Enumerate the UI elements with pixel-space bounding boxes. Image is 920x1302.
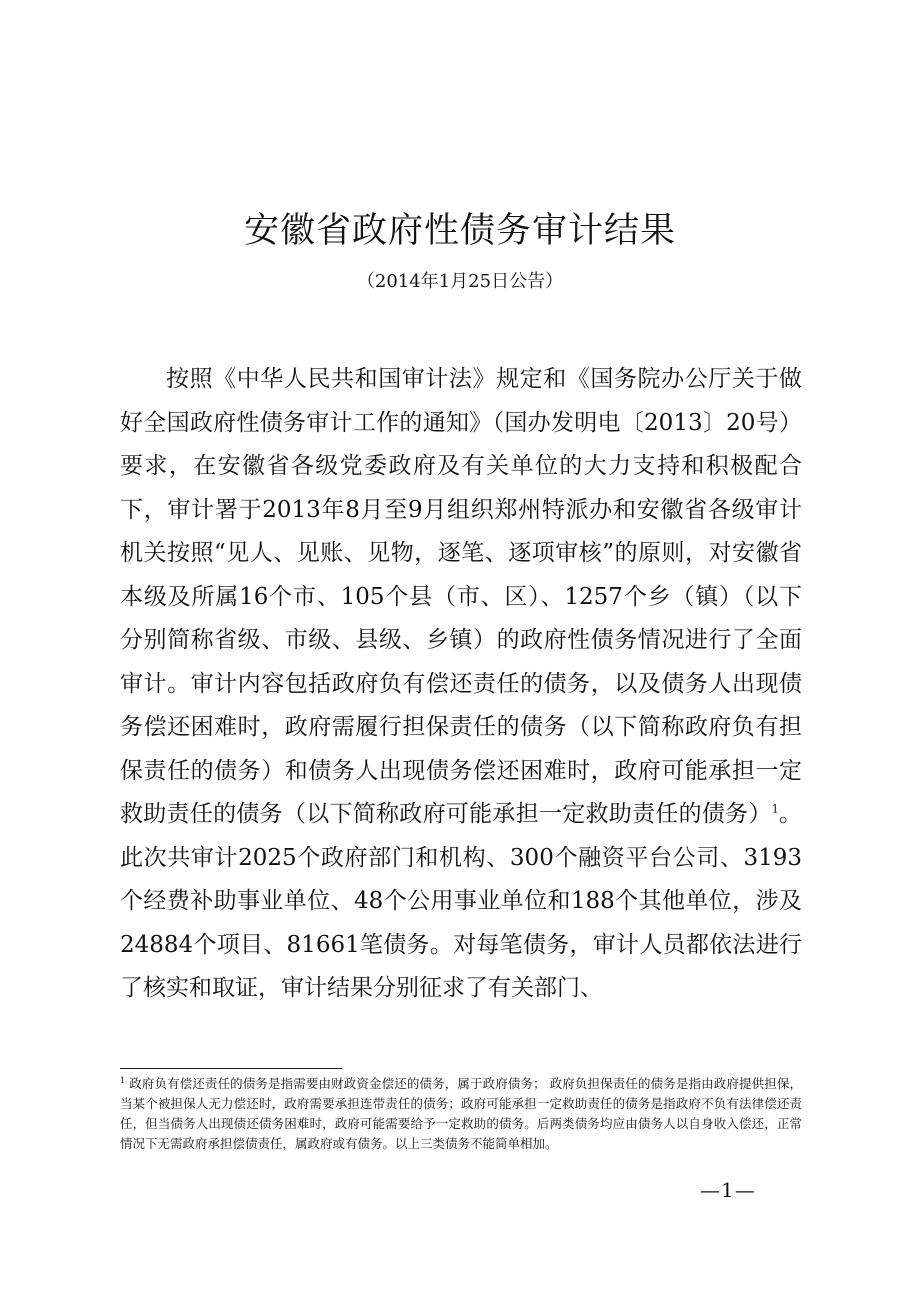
- body-paragraph: [120, 358, 802, 1011]
- footnote-reference[interactable]: 1: [771, 802, 779, 816]
- footnote-divider: [120, 1068, 342, 1069]
- footnote-text: 政府负有偿还责任的债务是指需要由财政资金偿还的债务，属于政府债务； 政府负担保责任的债务是指由政府提供担保，当某个被担保人无力偿还时，政府需要承担连带责任的债务；政府可能承担一定救助责任的债务是指政府不负有法律偿还责任，但当债务人出现债还债务困难时，政府可能需要给予一定救助的债务。后两类债务均应由债务人以自身收入偿还，正常情况下无需政府承担偿债责任，属政府或有债务。以上三类债务不能简单相加。: [120, 1076, 802, 1151]
- body-text-part-1: 按照《中华人民共和国审计法》规定和《国务院办公厅关于做好全国政府性债务审计工作的通知》（国办发明电〔2013〕20号）要求，在安徽省各级党委政府及有关单位的大力支持和积极配合下，审计署于2013年8月至9月组织郑州特派办和安徽省各级审计机关按照“见人、见账、见物，逐笔、逐项审核”的原则，对安徽省本级及所属16个市、105个县（市、区）、1257个乡（镇）（以下分别简称省级、市级、县级、乡镇）的政府性债务情况进行了全面审计。审计内容包括政府负有偿还责任的债务，以及债务人出现债务偿还困难时，政府需履行担保责任的债务（以下简称政府负有担保责任的债务）和债务人出现债务偿还困难时，政府可能承担一定救助责任的债务（以下简称政府可能承担一定救助责任的债务）: [120, 366, 802, 827]
- page-number: —1—: [700, 1178, 756, 1202]
- body-text-part-2: 。此次共审计2025个政府部门和机构、300个融资平台公司、3193个经费补助事业单位、48个公用事业单位和188个其他单位，涉及24884个项目、81661笔债务。对每笔债务，审计人员都依法进行了核实和取证，审计结果分别征求了有关部门、: [120, 801, 803, 1001]
- document-title: 安徽省政府性债务审计结果: [243, 211, 676, 251]
- footnote-mark: 1: [120, 1075, 126, 1085]
- footnote: [120, 1074, 802, 1154]
- publication-date: （2014年1月25日公告）: [356, 271, 564, 292]
